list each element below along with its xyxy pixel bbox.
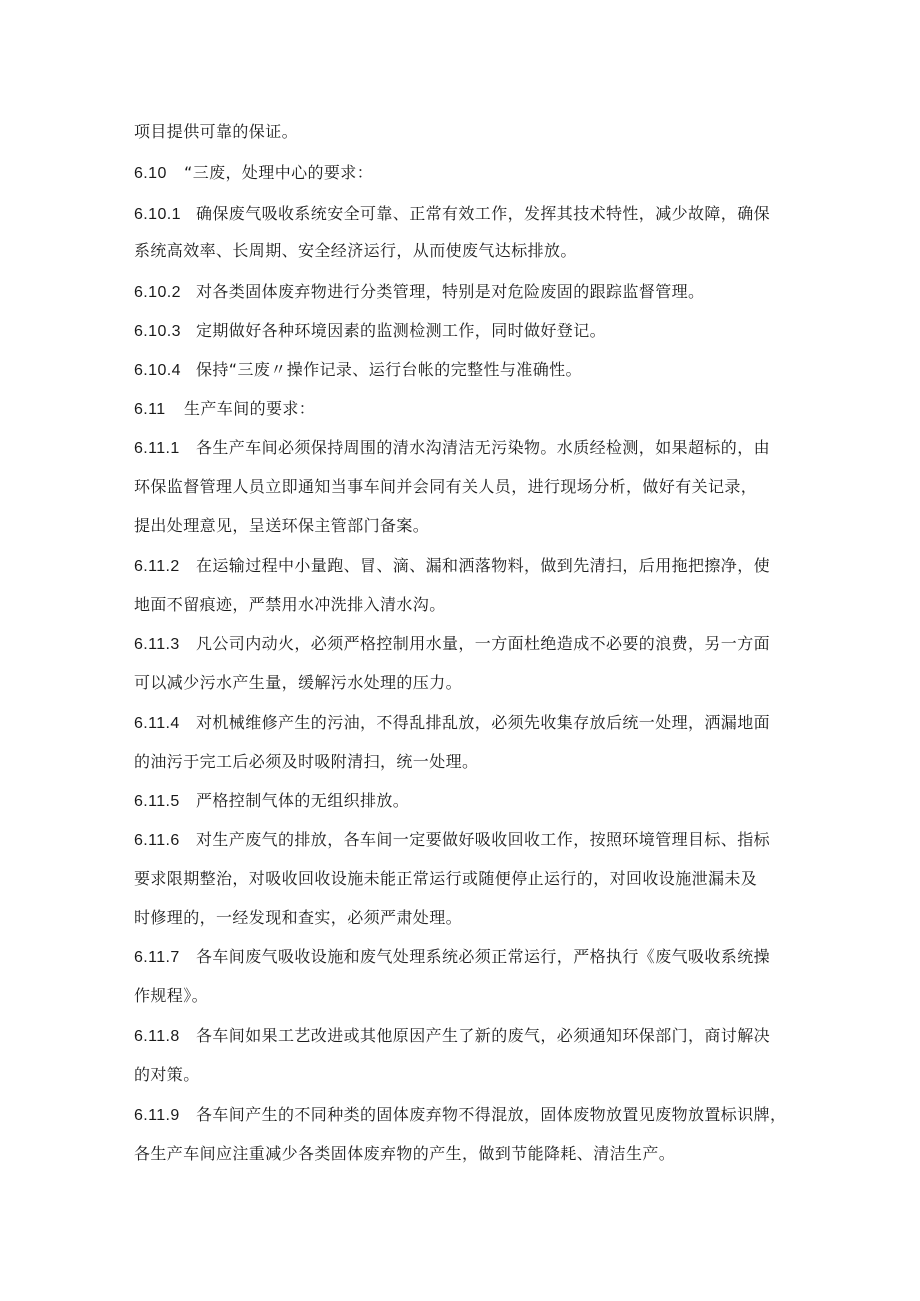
section-number: 6.11 bbox=[134, 401, 166, 418]
line-text: 系统高效率、长周期、安全经济运行，从而使废气达标排放。 bbox=[134, 241, 577, 260]
text-line bbox=[134, 477, 789, 497]
clause-line bbox=[134, 1026, 789, 1047]
clause-line bbox=[134, 947, 789, 968]
line-text: 生产车间的要求： bbox=[184, 399, 316, 418]
line-text: 项目提供可靠的保证。 bbox=[134, 122, 299, 141]
line-text: 环保监督管理人员立即通知当事车间并会同有关人员，进行现场分析，做好有关记录， bbox=[134, 477, 758, 496]
clause-number: 6.10.1 bbox=[134, 206, 181, 223]
clause-number: 6.11.7 bbox=[134, 949, 180, 966]
clause-line bbox=[134, 1105, 789, 1126]
line-text: 定期做好各种环境因素的监测检测工作，同时做好登记。 bbox=[196, 321, 607, 340]
clause-line bbox=[134, 634, 789, 655]
clause-number: 6.10.2 bbox=[134, 284, 181, 301]
line-text: 在运输过程中小量跑、冒、滴、漏和洒落物料，做到先清扫，后用拖把擦净，使 bbox=[196, 556, 771, 575]
line-text: 对各类固体废弃物进行分类管理，特别是对危险废固的跟踪监督管理。 bbox=[196, 282, 705, 301]
text-line bbox=[134, 595, 789, 615]
clause-line bbox=[134, 204, 789, 225]
clause-number: 6.10.3 bbox=[134, 323, 181, 340]
line-text: 地面不留痕迹，严禁用水冲洗排入清水沟。 bbox=[134, 595, 446, 614]
line-text: 的油污于完工后必须及时吸附清扫，统一处理。 bbox=[134, 752, 479, 771]
clause-line bbox=[134, 282, 789, 303]
line-text: 的对策。 bbox=[134, 1065, 200, 1084]
line-text: 对生产废气的排放，各车间一定要做好吸收回收工作，按照环境管理目标、指标 bbox=[196, 830, 771, 849]
clause-number: 6.11.8 bbox=[134, 1028, 180, 1045]
clause-line bbox=[134, 830, 789, 851]
line-text: 要求限期整治，对吸收回收设施未能正常运行或随便停止运行的，对回收设施泄漏未及 bbox=[134, 869, 758, 888]
clause-number: 6.11.5 bbox=[134, 793, 180, 810]
clause-number: 6.11.1 bbox=[134, 440, 180, 457]
clause-number: 6.11.9 bbox=[134, 1107, 180, 1124]
line-text: 各生产车间应注重减少各类固体废弃物的产生，做到节能降耗、清洁生产。 bbox=[134, 1144, 676, 1163]
line-text: 各车间废气吸收设施和废气处理系统必须正常运行，严格执行《废气吸收系统操 bbox=[196, 947, 771, 966]
clause-line bbox=[134, 438, 789, 459]
text-line bbox=[134, 752, 789, 772]
line-text: 严格控制气体的无组织排放。 bbox=[196, 791, 410, 810]
clause-number: 6.10.4 bbox=[134, 362, 181, 379]
clause-line bbox=[134, 791, 789, 812]
line-text: 保持“三废〃操作记录、运行台帐的完整性与准确性。 bbox=[196, 360, 582, 379]
line-text: 确保废气吸收系统安全可靠、正常有效工作，发挥其技术特性，减少故障，确保 bbox=[196, 204, 771, 223]
clause-number: 6.11.2 bbox=[134, 558, 180, 575]
line-text: 时修理的，一经发现和查实，必须严肃处理。 bbox=[134, 908, 463, 927]
clause-line bbox=[134, 360, 789, 381]
section-number: 6.10 bbox=[134, 165, 167, 182]
text-line bbox=[134, 869, 789, 889]
line-text: 各车间如果工艺改进或其他原因产生了新的废气，必须通知环保部门，商讨解决 bbox=[196, 1026, 771, 1045]
line-text: 可以减少污水产生量，缓解污水处理的压力。 bbox=[134, 673, 463, 692]
text-line bbox=[134, 1065, 789, 1085]
text-line bbox=[134, 122, 789, 142]
clause-line bbox=[134, 556, 789, 577]
section-heading bbox=[134, 163, 789, 184]
text-line bbox=[134, 986, 789, 1006]
clause-line bbox=[134, 713, 789, 734]
line-text: 各生产车间必须保持周围的清水沟清洁无污染物。水质经检测，如果超标的，由 bbox=[196, 438, 771, 457]
line-text: 提出处理意见，呈送环保主管部门备案。 bbox=[134, 516, 430, 535]
line-text: 各车间产生的不同种类的固体废弃物不得混放，固体废物放置见废物放置标识牌， bbox=[196, 1105, 787, 1124]
line-text: 凡公司内动火，必须严格控制用水量，一方面杜绝造成不必要的浪费，另一方面 bbox=[196, 634, 771, 653]
clause-number: 6.11.6 bbox=[134, 832, 180, 849]
text-line bbox=[134, 673, 789, 693]
text-line bbox=[134, 516, 789, 536]
text-line bbox=[134, 1144, 789, 1164]
clause-number: 6.11.4 bbox=[134, 715, 180, 732]
section-heading bbox=[134, 399, 789, 420]
line-text: 作规程》。 bbox=[134, 986, 209, 1005]
text-line bbox=[134, 908, 789, 928]
clause-number: 6.11.3 bbox=[134, 636, 180, 653]
text-line bbox=[134, 241, 789, 261]
clause-line bbox=[134, 321, 789, 342]
line-text: 对机械维修产生的污油，不得乱排乱放，必须先收集存放后统一处理，洒漏地面 bbox=[196, 713, 771, 732]
line-text: “三废，处理中心的要求： bbox=[184, 163, 374, 182]
